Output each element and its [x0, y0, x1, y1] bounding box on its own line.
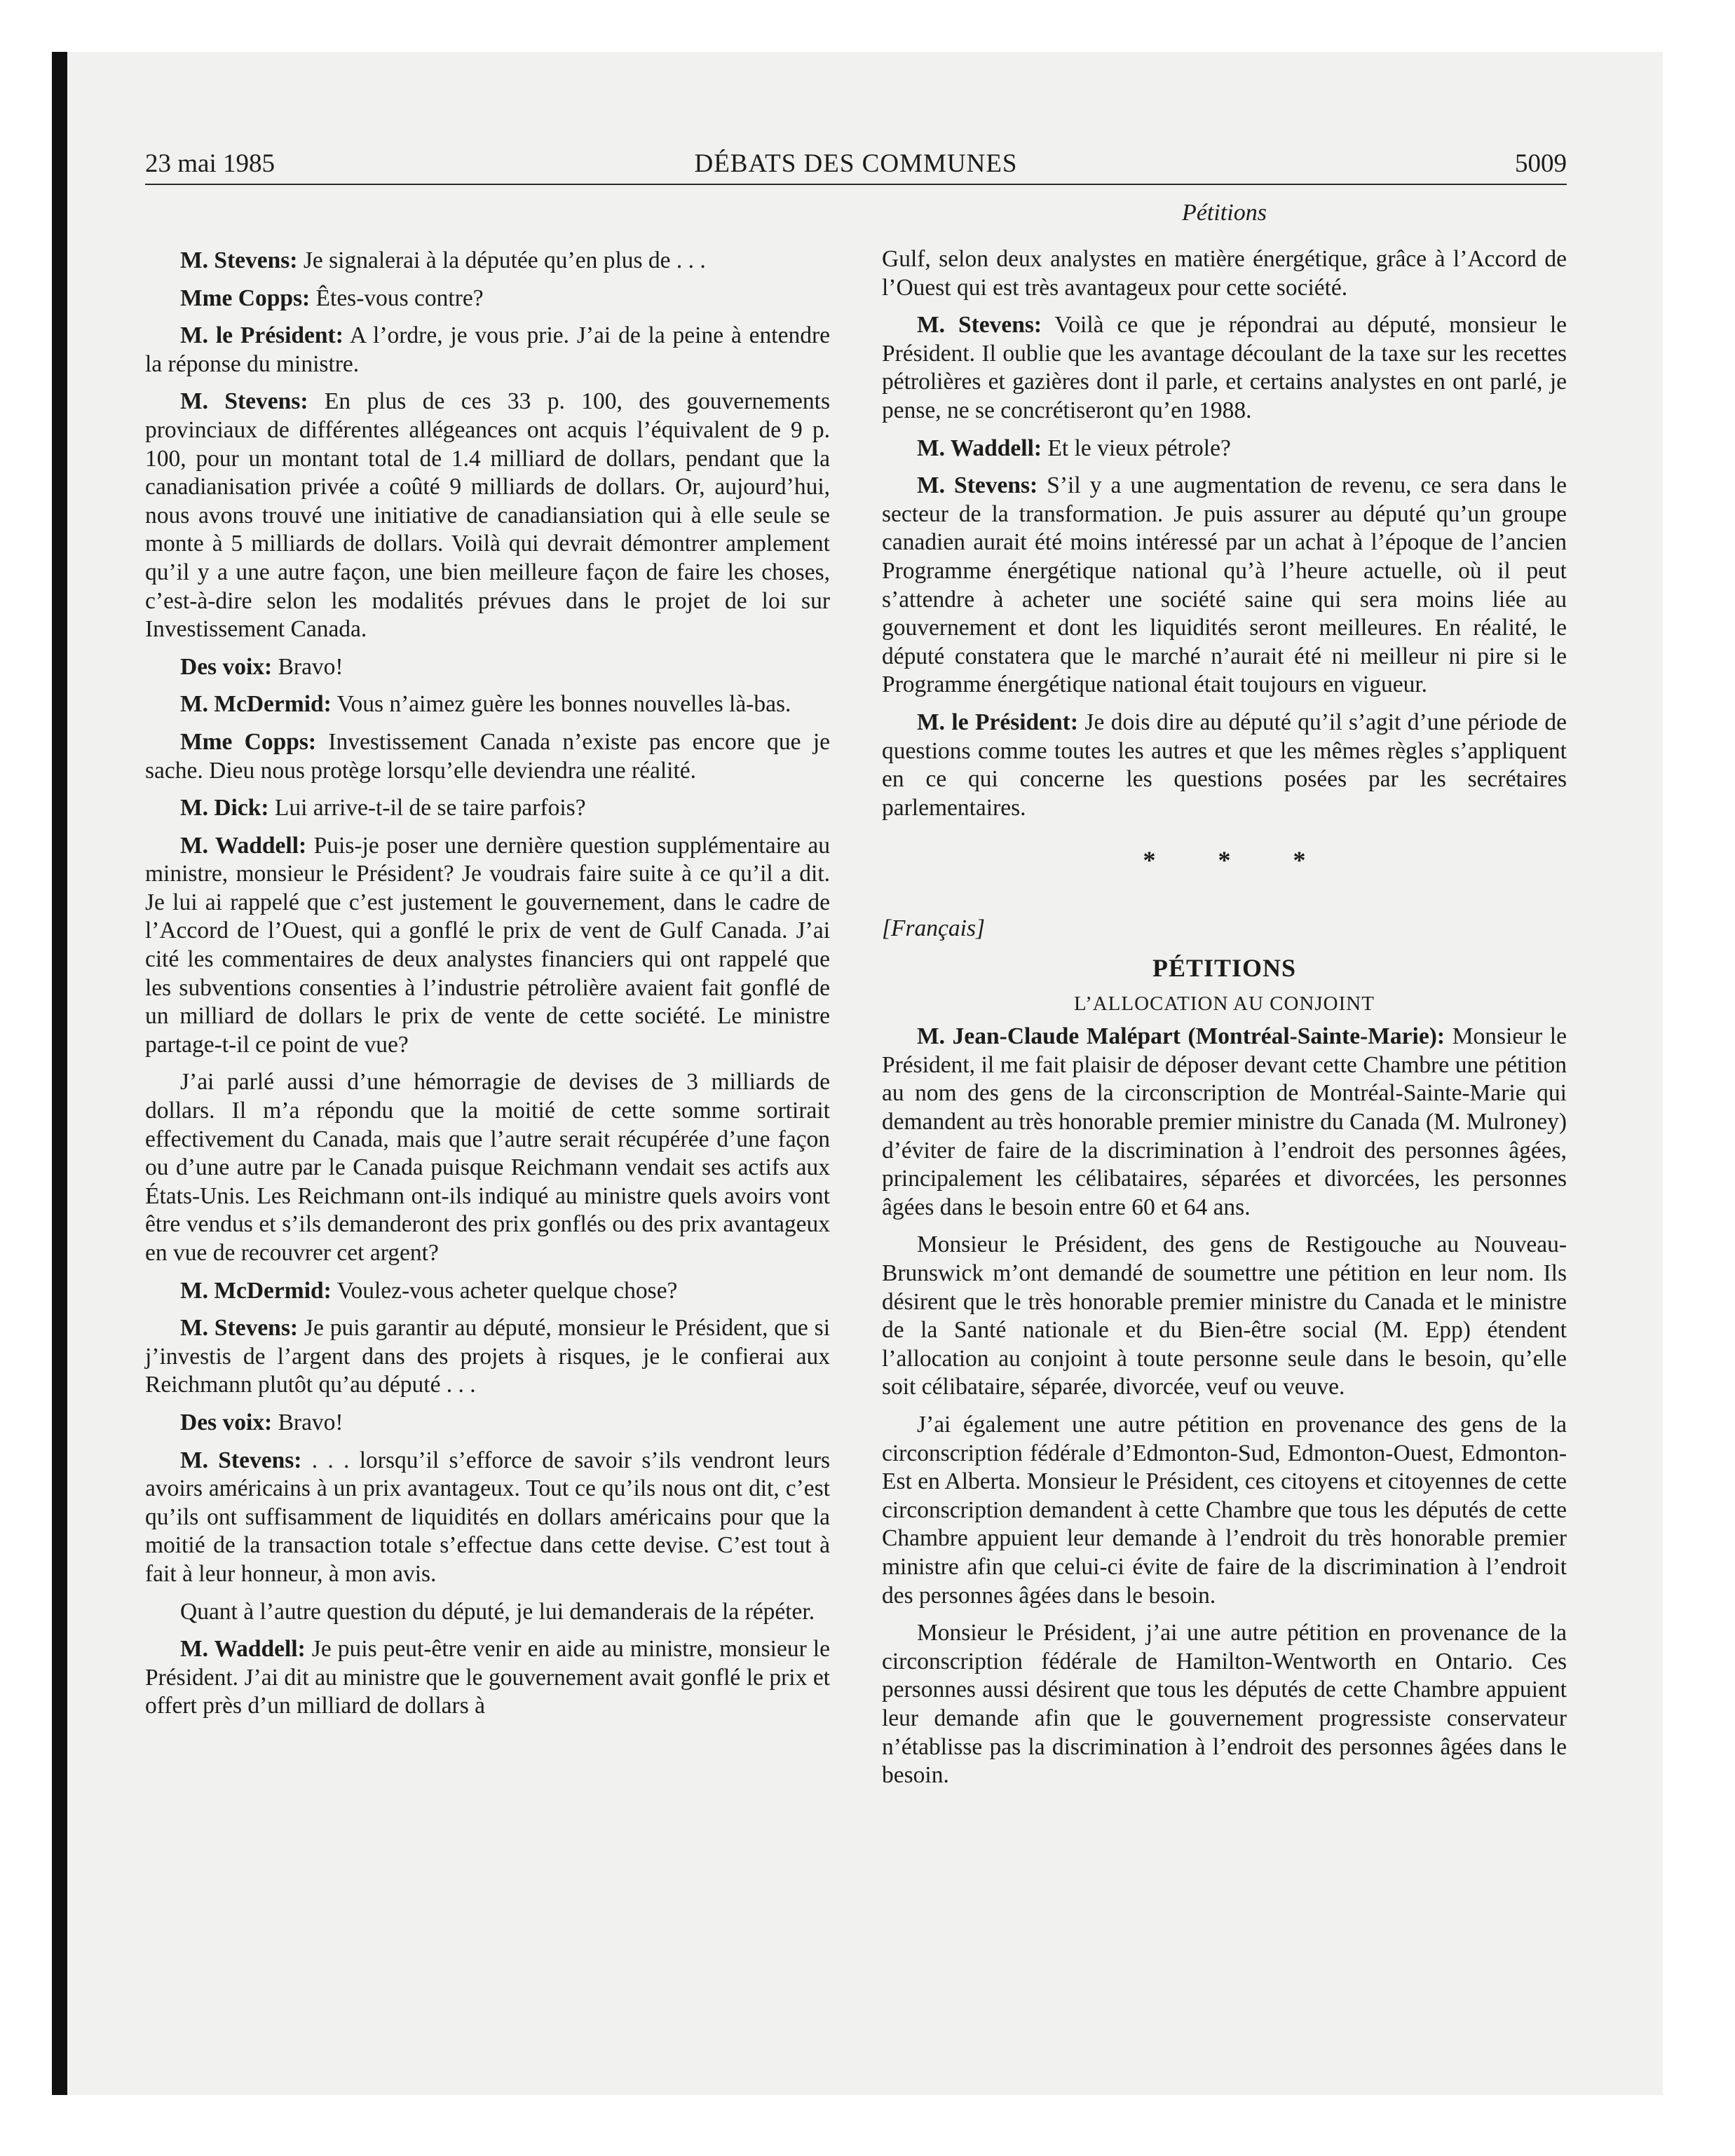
speaker-name: M. le Président:: [180, 322, 343, 349]
paragraph: [882, 1231, 1567, 1402]
subheading: L’ALLOCATION AU CONJOINT: [1074, 992, 1375, 1016]
language-tag: [Français]: [882, 915, 986, 942]
paragraph-text: Je puis peut-être venir en aide au ministre, monsieur le Président. J’ai dit au ministre que le gouvernement avait gonflé le prix et offert près d’un milliard de dollars à: [145, 1636, 830, 1719]
paragraph: [145, 653, 830, 682]
paragraph: [882, 435, 1567, 463]
paragraph-text: . . . lorsqu’il s’efforce de savoir s’ils vendront leurs avoirs américains à un prix avantageux. Tout ce qu’ils nous ont dit, c’est qu’ils ont suffisamment de liquidités en dollars américains pour que la moitié de la transaction totale s’effectue dans cette devise. C’est tout à fait à leur honneur, à mon avis.: [145, 1447, 831, 1587]
speaker-name: M. Stevens:: [917, 472, 1038, 499]
speaker-name: Des voix:: [180, 1409, 273, 1435]
speaker-name: M. Jean-Claude Malépart (Montréal-Sainte-Marie):: [917, 1023, 1445, 1050]
left-column: [145, 247, 830, 1730]
header-date: 23 mai 1985: [145, 149, 275, 178]
speaker-name: M. Stevens:: [917, 312, 1042, 339]
paragraph-text: Êtes-vous contre?: [310, 285, 484, 311]
paragraph-text: Monsieur le Président, il me fait plaisir de déposer devant cette Chambre une pétition au nom des gens de la circonscription de Montréal-Sainte-Marie qui demandent au très honorable premier ministre du Canada (M. Mulroney) d’éviter de faire de la discrimination à l’endroit des personnes âgées, principalement les célibataires, séparées et divorcées, les personnes âgées dans le besoin entre 60 et 64 ans.: [882, 1023, 1567, 1220]
paragraph: [882, 311, 1567, 425]
speaker-name: M. Waddell:: [917, 435, 1042, 461]
paragraph-text: Monsieur le Président, j’ai une autre pétition en provenance de la circonscription fédérale de Hamilton-Wentworth en Ontario. Ces personnes aussi désirent que tous les députés de cette Chambre appuient leur demande afin que le gouvernement progressiste conservateur n’établisse pas la discrimination à l’endroit des personnes âgées dans le besoin.: [882, 1620, 1567, 1789]
speaker-name: Des voix:: [180, 653, 273, 680]
paragraph-text: Lui arrive-t-il de se taire parfois?: [268, 795, 586, 821]
paragraph: [882, 709, 1567, 822]
paragraph-text: Bravo!: [272, 1409, 343, 1435]
paragraph-text: A l’ordre, je vous prie. J’ai de la peine à entendre la réponse du ministre.: [145, 322, 830, 377]
section-tag: Pétitions: [1182, 200, 1267, 226]
paragraph-text: Vous n’aimez guère les bonnes nouvelles là-bas.: [331, 691, 791, 718]
speaker-name: M. McDermid:: [180, 1277, 332, 1304]
paragraph-text: J’ai parlé aussi d’une hémorragie de devises de 3 milliards de dollars. Il m’a répondu que la moitié de cette somme sortirait effectivement du Canada, mais que l’autre serait récupérée d’une façon ou d’une autre par le Canada puisque Reichmann vendait ses actifs aux États-Unis. Les Reichmann ont-ils indiqué au ministre quels avoirs vont être vendus et s’ils demanderont des prix gonflés ou des prix avantageux en vue de recouvrer cet argent?: [145, 1069, 830, 1266]
speaker-name: M. McDermid:: [180, 691, 332, 718]
section-heading: PÉTITIONS: [1152, 954, 1297, 983]
paragraph: [145, 728, 830, 785]
speaker-name: Mme Copps:: [180, 285, 311, 311]
paragraph: [882, 1619, 1567, 1790]
speaker-name: M. Waddell:: [180, 832, 307, 859]
speaker-name: M. Stevens:: [180, 247, 298, 273]
paragraph-text: Gulf, selon deux analystes en matière énergétique, grâce à l’Accord de l’Ouest qui est très avantageux pour cette société.: [882, 246, 1567, 301]
paragraph-text: Je puis garantir au député, monsieur le Président, que si j’investis de l’argent dans des projets à risques, je le confierai aux Reichmann plutôt qu’au député . . .: [145, 1315, 830, 1398]
paragraph-text: En plus de ces 33 p. 100, des gouvernements provinciaux de différentes allégeances ont acquis l’équivalent de 9 p. 100, pour un montant total de 1.4 milliard de dollars, pendant que la canadianisation privée a coûté 9 milliards de dollars. Or, aujourd’hui, nous avons trouvé une initiative de canadiansiation qui à elle seule se monte à 5 milliards de dollars. Voilà qui devrait démontrer amplement qu’il y a une autre façon, une bien meilleure façon de faire les choses, c’est-à-dire selon les modalités prévues dans le projet de loi sur Investissement Canada.: [145, 388, 830, 643]
paragraph-text: S’il y a une augmentation de revenu, ce sera dans le secteur de la transformation. Je puis assurer au député qu’un groupe canadien aurait été moins intéressé par un achat à l’époque de l’ancien Programme énergétique national qu’à l’heure actuelle, où il peut s’attendre à acheter une société saine qui sera moins liée au gouvernement et dont les liquidités seront meilleures. En réalité, le député constatera que le marché n’aurait été ni meilleur ni pire si le Programme énergétique national était toujours en vigueur.: [882, 472, 1567, 698]
page-number: 5009: [1515, 149, 1567, 178]
paragraph: [145, 1409, 830, 1438]
paragraph-text: Investissement Canada n’existe pas encore que je sache. Dieu nous protège lorsqu’elle deviendra une réalité.: [145, 728, 830, 784]
paragraph-text: J’ai également une autre pétition en provenance des gens de la circonscription fédérale d’Edmonton-Sud, Edmonton-Ouest, Edmonton-Est en Alberta. Monsieur le Président, ces citoyens et citoyennes de cette circonscription demandent à cette Chambre que tous les députés de cette Chambre appuient leur demande à l’endroit du très honorable premier ministre afin que celui-ci évite de faire de la discrimination à l’endroit des personnes âgées dans le besoin.: [882, 1412, 1567, 1609]
scan-edge-bar: [52, 52, 67, 2095]
paragraph-text: Puis-je poser une dernière question supplémentaire au ministre, monsieur le Président? Je voudrais faire suite à ce qu’il a dit. Je lui ai rappelé que c’est justement le gouvernement, dans le cadre de l’Accord de l’Ouest, qui a gonflé le prix de vent de Gulf Canada. J’ai cité les commentaires de deux analystes financiers qui ont rappelé que les subventions consenties à l’industrie pétrolière avaient fait gonflé de un milliard de dollars le prix de vente de cette société. Le ministre partage-t-il ce point de vue?: [145, 832, 830, 1058]
paragraph: [882, 245, 1567, 302]
speaker-name: M. le Président:: [917, 709, 1078, 735]
paragraph: [882, 472, 1567, 700]
speaker-name: M. Dick:: [180, 795, 269, 821]
paragraph-text: Monsieur le Président, des gens de Restigouche au Nouveau-Brunswick m’ont demandé de soumettre une pétition en leur nom. Ils désirent que le très honorable premier ministre du Canada et le ministre de la Santé nationale et du Bien-être social (M. Epp) étendent l’allocation au conjoint à toute personne seule dans le besoin, qu’elle soit célibataire, séparée, divorcée, veuf ou veuve.: [882, 1231, 1567, 1400]
header-title: DÉBATS DES COMMUNES: [694, 149, 1018, 178]
paragraph: [882, 1023, 1567, 1222]
paragraph-text: Voulez-vous acheter quelque chose?: [331, 1277, 678, 1304]
speaker-name: M. Waddell:: [180, 1636, 306, 1663]
paragraph: [145, 832, 830, 1060]
paragraph-text: Et le vieux pétrole?: [1042, 435, 1231, 461]
paragraph: [145, 1277, 830, 1306]
paragraph-text: Je dois dire au député qu’il s’agit d’une période de questions comme toutes les autres et que les mêmes règles s’appliquent en ce qui concerne les questions posées par les secrétaires parlementaires.: [882, 709, 1567, 821]
speaker-name: Mme Copps:: [180, 728, 317, 755]
paragraph: [145, 1068, 830, 1267]
running-header: [145, 147, 1567, 185]
right-column: [882, 245, 1567, 1799]
paragraph: [145, 1635, 830, 1721]
paragraph: [145, 247, 830, 275]
paragraph: [145, 322, 830, 378]
paragraph: [145, 794, 830, 823]
paragraph: [145, 690, 830, 719]
section-separator: * * *: [1143, 846, 1334, 875]
paragraph: [145, 285, 830, 313]
paragraph-text: Je signalerai à la députée qu’en plus de . . .: [297, 247, 706, 273]
paragraph-text: Bravo!: [272, 653, 343, 680]
speaker-name: M. Stevens:: [180, 388, 308, 415]
paragraph: [145, 1598, 830, 1627]
paragraph: [145, 388, 830, 643]
speaker-name: M. Stevens:: [180, 1447, 302, 1473]
paragraph: [145, 1447, 830, 1589]
paragraph-text: Quant à l’autre question du député, je lui demanderais de la répéter.: [180, 1598, 815, 1625]
paragraph: [145, 1314, 830, 1400]
paragraph: [882, 1411, 1567, 1610]
paragraph-text: Voilà ce que je répondrai au député, monsieur le Président. Il oublie que les avantage découlant de la taxe sur les recettes pétrolières et gazières dont il parle, et certains analystes en ont parlé, je pense, ne se concrétiseront qu’en 1988.: [882, 312, 1567, 423]
speaker-name: M. Stevens:: [180, 1315, 299, 1342]
